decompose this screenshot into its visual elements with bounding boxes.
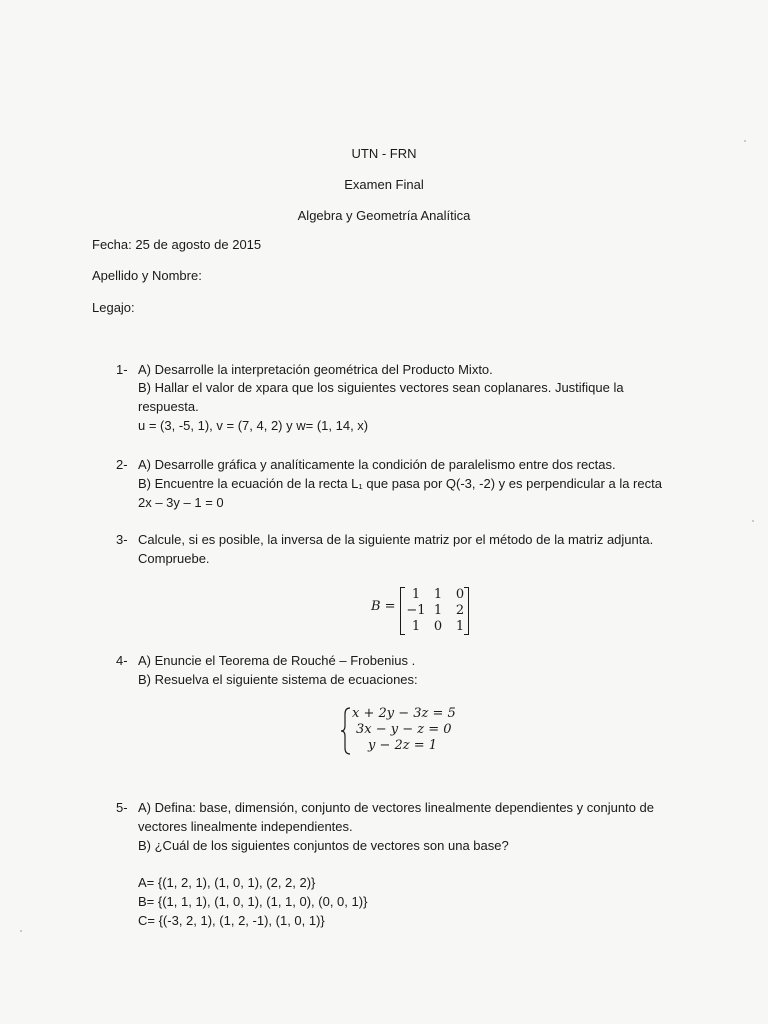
system-equation-1: x + 2y − 3z = 5 bbox=[352, 706, 456, 721]
matrix-cell: 1 bbox=[433, 603, 443, 618]
question-number: 1- bbox=[116, 362, 128, 377]
question-number: 3- bbox=[116, 532, 128, 547]
question-part-a: A) Desarrolle la interpretación geométrica del Producto Mixto. bbox=[138, 362, 493, 377]
question-part-b: B) Encuentre la ecuación de la recta L₁ que pasa por Q(-3, -2) y es perpendicular a la recta bbox=[138, 476, 662, 491]
matrix-cell: 1 bbox=[455, 619, 465, 634]
question-part-b-cont: respuesta. bbox=[138, 399, 199, 414]
vectors-line: u = (3, -5, 1), v = (7, 4, 2) y w= (1, 14, x) bbox=[138, 418, 369, 433]
exam-date: Fecha: 25 de agosto de 2015 bbox=[92, 237, 262, 252]
system-equation-3: y − 2z = 1 bbox=[368, 738, 438, 753]
question-part-a: A) Desarrolle gráfica y analíticamente la condición de paralelismo entre dos rectas. bbox=[138, 457, 616, 472]
matrix-cell: 0 bbox=[433, 619, 443, 634]
vector-set-a: A= {(1, 2, 1), (1, 0, 1), (2, 2, 2)} bbox=[138, 875, 316, 890]
question-part-b: B) Resuelva el siguiente sistema de ecuaciones: bbox=[138, 672, 418, 687]
question-text-cont: Compruebe. bbox=[138, 551, 210, 566]
question-part-a-cont: vectores linealmente independientes. bbox=[138, 819, 353, 834]
matrix-cell: 1 bbox=[433, 587, 443, 602]
matrix-label: B = bbox=[371, 599, 396, 614]
matrix-cell: −1 bbox=[406, 603, 426, 618]
system-brace bbox=[340, 706, 352, 756]
question-text: Calcule, si es posible, la inversa de la siguiente matriz por el método de la matriz adjunta. bbox=[138, 532, 654, 547]
institution-title: UTN - FRN bbox=[351, 146, 417, 161]
matrix-cell: 2 bbox=[455, 603, 465, 618]
exam-type-title: Examen Final bbox=[344, 177, 424, 192]
question-number: 2- bbox=[116, 457, 128, 472]
matrix-cell: 1 bbox=[411, 619, 421, 634]
scan-speck bbox=[20, 930, 22, 932]
name-field-label: Apellido y Nombre: bbox=[92, 268, 202, 283]
question-number: 5- bbox=[116, 800, 128, 815]
question-number: 4- bbox=[116, 653, 128, 668]
question-part-b: B) Hallar el valor de xpara que los siguientes vectores sean coplanares. Justifique la bbox=[138, 380, 624, 395]
matrix-cell: 1 bbox=[411, 587, 421, 602]
scan-speck bbox=[752, 520, 754, 522]
subject-title: Algebra y Geometría Analítica bbox=[297, 208, 471, 223]
legajo-field-label: Legajo: bbox=[92, 300, 135, 315]
vector-set-b: B= {(1, 1, 1), (1, 0, 1), (1, 1, 0), (0, 0, 1)} bbox=[138, 894, 368, 909]
question-part-b: B) ¿Cuál de los siguientes conjuntos de vectores son una base? bbox=[138, 838, 509, 853]
question-part-a: A) Enuncie el Teorema de Rouché – Frobenius . bbox=[138, 653, 416, 668]
question-part-a: A) Defina: base, dimensión, conjunto de vectores linealmente dependientes y conjunto de bbox=[138, 800, 654, 815]
system-equation-2: 3x − y − z = 0 bbox=[356, 722, 452, 737]
scan-speck bbox=[744, 140, 746, 142]
matrix-cell: 0 bbox=[455, 587, 465, 602]
line-equation: 2x – 3y – 1 = 0 bbox=[138, 495, 224, 510]
vector-set-c: C= {(-3, 2, 1), (1, 2, -1), (1, 0, 1)} bbox=[138, 913, 325, 928]
